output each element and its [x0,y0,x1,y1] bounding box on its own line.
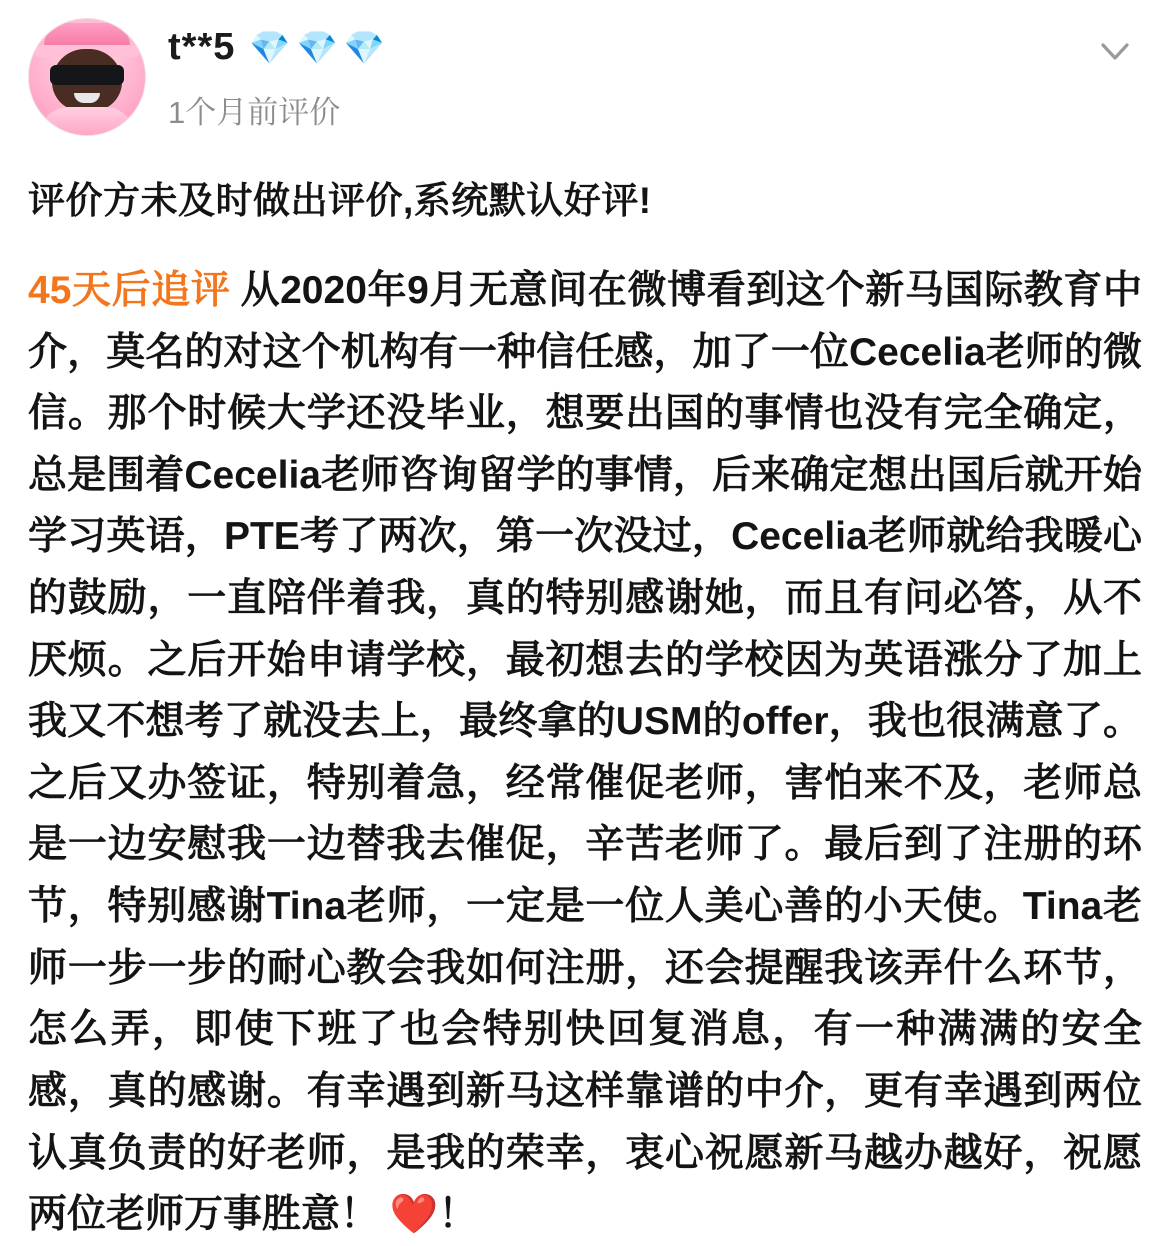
followup-trailing: ！ [438,1193,478,1237]
diamond-badge-icon: 💎 [343,29,385,66]
diamond-badge-icon: 💎 [296,29,338,66]
badge-group [249,31,384,64]
heart-emoji-icon: ❤️ [389,1193,439,1237]
avatar-glasses [50,65,124,85]
followup-text: 从2020年9月无意间在微博看到这个新马国际教育中介，莫名的对这个机构有一种信任感，加了一位Cecelia老师的微信。那个时候大学还没毕业，想要出国的事情也没有完全确定，总是围着Cecelia老师咨询留学的事情，后来确定想出国后就开始学习英语，PTE考了两次，第一次没过，Cecelia老师就给我暖心的鼓励，一直陪伴着我，真的特别感谢她，而且有问必答，从不厌烦。之后开始申请学校，最初想去的学校因为英语涨分了加上我又不想考了就没去上，最终拿的USM的offer，我也很满意了。之后又办签证，特别着急，经常催促老师，害怕来不及，老师总是一边安慰我一边替我去催促，辛苦老师了。最后到了注册的环节，特别感谢Tina老师，一定是一位人美心善的小天使。Tina老师一步一步的耐心教会我如何注册，还会提醒我该弄什么环节，怎么弄，即使下班了也会特别快回复消息，有一种满满的安全感，真的感谢。有幸遇到新马这样靠谱的中介，更有幸遇到两位认真负责的好老师，是我的荣幸，衷心祝愿新马越办越好，祝愿两位老师万事胜意！ [28,269,1142,1237]
username-row [168,26,385,69]
followup-tag: 45天后追评 [28,269,231,312]
chevron-down-icon[interactable] [1094,30,1136,72]
review-timestamp: 1个月前评价 [168,95,341,130]
avatar[interactable] [28,18,146,136]
review-header [28,12,1142,136]
followup-comment [28,260,1142,1246]
user-identity [168,18,385,132]
initial-comment-text: 评价方未及时做出评价,系统默认好评! [28,180,652,221]
avatar-body [39,107,135,136]
username[interactable]: t**5 [168,26,236,68]
diamond-badge-icon: 💎 [249,29,291,66]
